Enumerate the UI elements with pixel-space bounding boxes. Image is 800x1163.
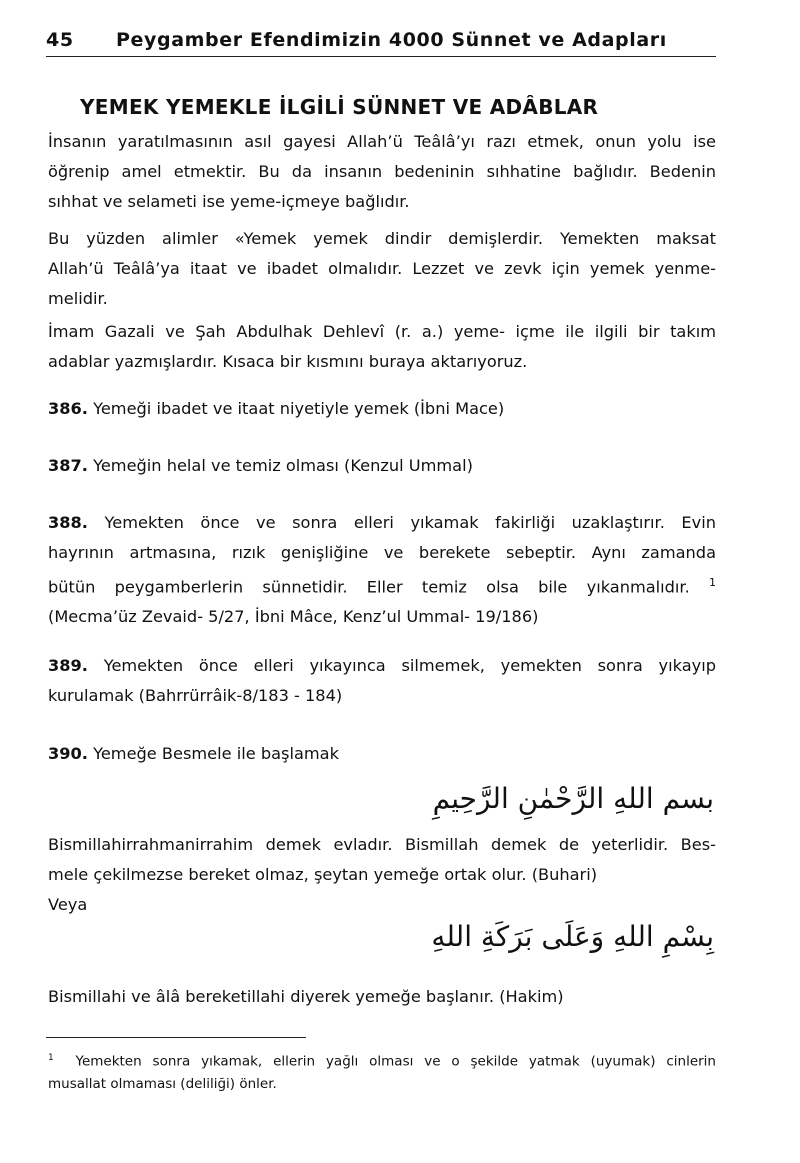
book-title: Peygamber Efendimizin 4000 Sünnet ve Adapları [116, 29, 667, 51]
basmala-paragraph [48, 830, 716, 920]
item-text: (Mecma’üz Zevaid- 5/27, İbni Mâce, Kenz’ul Ummal- 19/186) [48, 607, 539, 627]
item-number: 390. [48, 744, 88, 763]
item-number: 389. [48, 656, 88, 675]
list-item [48, 394, 716, 424]
running-header [46, 29, 716, 51]
list-item [48, 508, 716, 632]
list-item [48, 739, 716, 769]
item-number: 386. [48, 399, 88, 418]
footnote-text: Yemekten sonra yıkamak, ellerin yağlı olması ve o şekilde yatmak (uyumak) cinlerin [75, 1053, 716, 1070]
text-line: melidir. [48, 289, 108, 308]
section-title: YEMEK YEMEKLE İLGİLİ SÜNNET VE ADÂBLAR [80, 95, 599, 119]
text-line: mele çekilmezse bereket olmaz, şeytan yemeğe ortak olur. (Buhari) [48, 865, 598, 884]
text-line: öğrenip amel etmektir. Bu da insanın bedeninin sıhhatine bağlıdır. Bedenin [48, 162, 716, 181]
text-line: Bismillahirrahmanirrahim demek evladır. Bismillah demek de yeterlidir. Bes- [48, 835, 716, 854]
page-number: 45 [46, 29, 74, 51]
item-text: bütün peygamberlerin sünnetidir. Eller temiz olsa bile yıkanmalıdır. [48, 577, 690, 597]
item-text: Yemekten önce elleri yıkayınca silmemek, yemekten sonra yıkayıp [103, 656, 716, 675]
item-text: hayrının artmasına, rızık genişliğine ve berekete sebeptir. Aynı zamanda [48, 543, 716, 562]
item-text: Yemeğe Besmele ile başlamak [93, 744, 339, 763]
text-line: İnsanın yaratılmasının asıl gayesi Allah’ü Teâlâ’yı razı etmek, onun yolu ise [48, 132, 716, 151]
list-item [48, 451, 716, 481]
text-line: Bismillahi ve âlâ bereketillahi diyerek yemeğe başlanır. (Hakim) [48, 987, 564, 1006]
text-line: adablar yazmışlardır. Kısaca bir kısmını buraya aktarıyoruz. [48, 352, 528, 371]
intro-paragraph-2 [48, 224, 716, 314]
arabic-bismillah-baraka: بِسْمِ اللهِ وَعَلَى بَرَكَةِ اللهِ [431, 920, 714, 953]
header-divider [46, 56, 716, 57]
item-text: Yemeği ibadet ve itaat niyetiyle yemek (İbni Mace) [93, 399, 505, 418]
arabic-basmala: بسم اللهِ الرَّحْمٰنِ الرَّحِيمِ [432, 782, 714, 815]
text-line: Allah’ü Teâlâ’ya itaat ve ibadet olmalıdır. Lezzet ve zevk için yemek yenme- [48, 259, 716, 278]
item-number: 388. [48, 513, 88, 532]
text-line: sıhhat ve selameti ise yeme-içmeye bağlıdır. [48, 192, 410, 211]
footnote-divider [46, 1037, 306, 1038]
footnote [48, 1047, 716, 1095]
item-text: Yemekten önce ve sonra elleri yıkamak fakirliği uzaklaştırır. Evin [104, 513, 716, 532]
list-item [48, 651, 716, 711]
footnote-marker: 1 [48, 1053, 54, 1063]
intro-paragraph-1 [48, 127, 716, 217]
footnote-reference: 1 [709, 576, 716, 589]
footnote-text: musallat olmaması (deliliği) önler. [48, 1075, 277, 1092]
item-number: 387. [48, 456, 88, 475]
closing-paragraph [48, 982, 716, 1012]
item-text: Yemeğin helal ve temiz olması (Kenzul Ummal) [93, 456, 473, 475]
item-text: kurulamak (Bahrrürrâik-8/183 - 184) [48, 686, 343, 705]
intro-paragraph-3 [48, 317, 716, 377]
text-line: İmam Gazali ve Şah Abdulhak Dehlevî (r. a.) yeme- içme ile ilgili bir takım [48, 322, 716, 341]
text-line: Bu yüzden alimler «Yemek yemek dindir demişlerdir. Yemekten maksat [48, 229, 716, 248]
text-line: Veya [48, 895, 88, 914]
